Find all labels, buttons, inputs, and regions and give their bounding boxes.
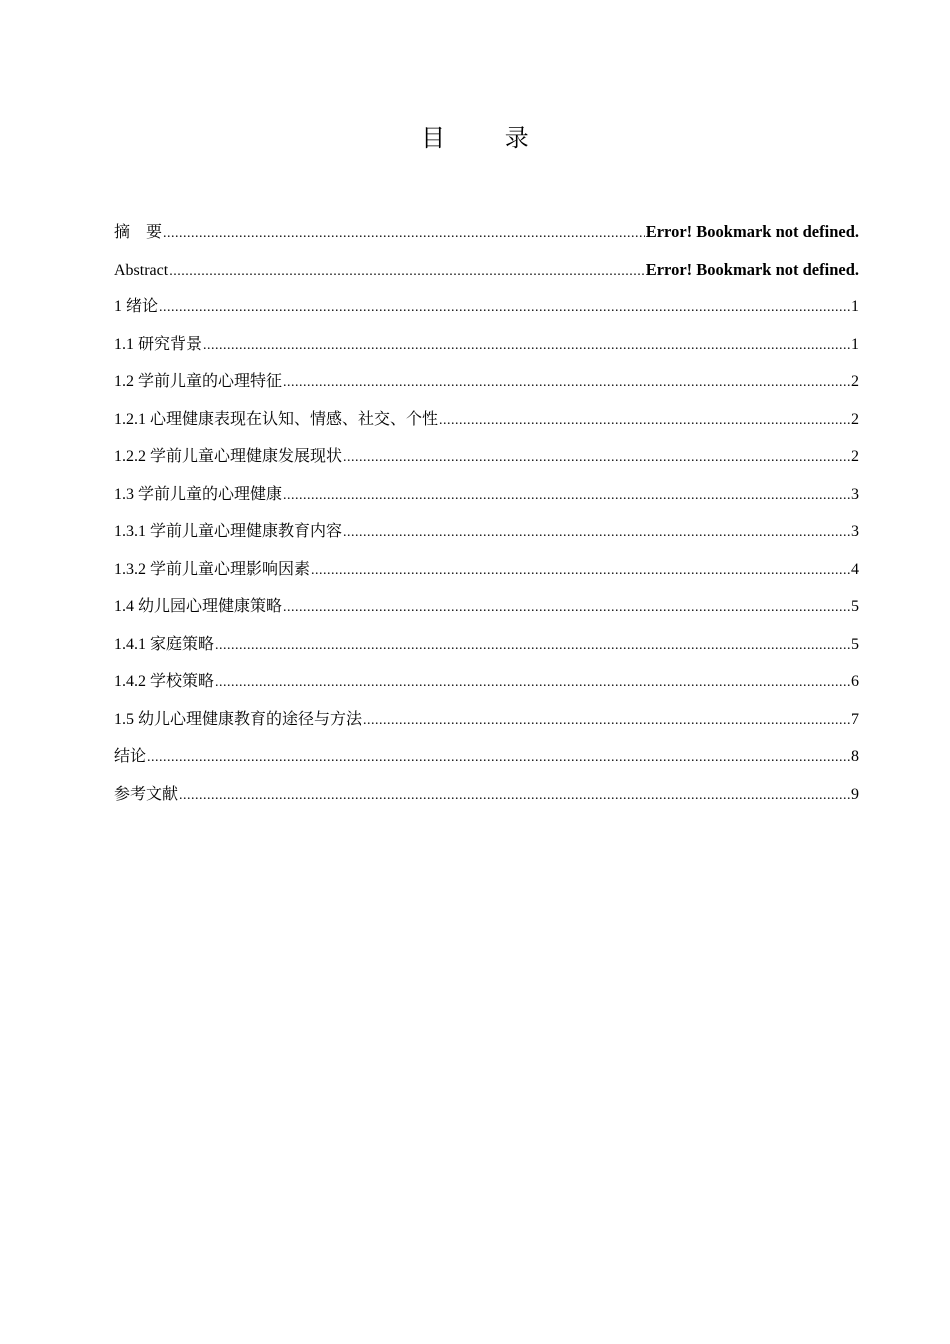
toc-dot-leader xyxy=(343,519,850,547)
toc-entry-page: 2 xyxy=(851,373,859,390)
toc-entry-page: 7 xyxy=(851,710,859,728)
toc-entry-label: 1.3 学前儿童的心理健康 xyxy=(114,485,283,503)
toc-entry-page: 6 xyxy=(851,673,859,690)
toc-entry-page: 5 xyxy=(851,635,859,653)
toc-dot-leader xyxy=(147,744,850,772)
toc-entry-label: 1.4 幼儿园心理健康策略 xyxy=(114,598,283,615)
toc-entry-1-2[interactable] xyxy=(114,368,859,406)
toc-entry-1[interactable] xyxy=(114,293,859,331)
page-title: 目 录 xyxy=(421,124,555,152)
toc-entry-page: 2 xyxy=(851,448,859,465)
toc-entry-page: 1 xyxy=(851,298,859,315)
toc-entry-1-4[interactable] xyxy=(114,593,859,631)
toc-entry-conclusion[interactable] xyxy=(114,743,859,781)
toc-entry-label: 参考文献 xyxy=(114,785,179,803)
toc-entry-page: 3 xyxy=(851,523,859,540)
toc-dot-leader xyxy=(363,707,850,735)
toc-entry-page: 9 xyxy=(851,785,859,803)
toc-entry-label: 结论 xyxy=(114,748,147,765)
toc-entry-label: 1.4.2 学校策略 xyxy=(114,673,215,690)
toc-entry-1-3-2[interactable] xyxy=(114,556,859,594)
toc-entry-1-2-2[interactable] xyxy=(114,443,859,481)
toc-entry-page: Error! Bookmark not defined. xyxy=(645,222,859,241)
toc-entry-page: 2 xyxy=(851,410,859,428)
toc-dot-leader xyxy=(203,332,850,360)
toc-entry-abstract-cn[interactable] xyxy=(114,218,859,256)
toc-entry-page: Error! Bookmark not defined. xyxy=(645,259,859,279)
toc-entry-1-1[interactable] xyxy=(114,331,859,369)
toc-entry-1-4-1[interactable] xyxy=(114,631,859,669)
toc-dot-leader xyxy=(215,669,850,697)
toc-dot-leader xyxy=(343,444,850,472)
toc-entry-label: Abstract xyxy=(114,261,169,279)
toc-dot-leader xyxy=(283,594,850,622)
toc-dot-leader xyxy=(283,482,850,510)
toc-entry-page: 1 xyxy=(851,335,859,353)
toc-entry-label: 1.2.1 心理健康表现在认知、情感、社交、个性 xyxy=(114,410,439,428)
toc-entry-references[interactable] xyxy=(114,781,859,819)
toc-dot-leader xyxy=(163,220,645,248)
toc-entry-page: 5 xyxy=(851,598,859,615)
toc-entry-1-3-1[interactable] xyxy=(114,518,859,556)
toc-entry-label: 1.2 学前儿童的心理特征 xyxy=(114,373,283,390)
toc-entry-label: 1.5 幼儿心理健康教育的途径与方法 xyxy=(114,710,363,728)
toc-entry-1-4-2[interactable] xyxy=(114,668,859,706)
toc-entry-abstract-en[interactable] xyxy=(114,256,859,294)
toc-entry-1-5[interactable] xyxy=(114,706,859,744)
toc-entry-1-3[interactable] xyxy=(114,481,859,519)
toc-entry-label: 1.3.2 学前儿童心理影响因素 xyxy=(114,560,311,578)
toc-entry-label: 摘 要 xyxy=(114,224,163,241)
toc-dot-leader xyxy=(215,632,850,660)
toc-entry-page: 4 xyxy=(851,560,859,578)
toc-entry-label: 1.4.1 家庭策略 xyxy=(114,635,215,653)
toc-entry-label: 1.1 研究背景 xyxy=(114,335,203,353)
toc-entry-page: 3 xyxy=(851,485,859,503)
toc-entry-label: 1.3.1 学前儿童心理健康教育内容 xyxy=(114,523,343,540)
table-of-contents xyxy=(114,218,859,818)
toc-entry-label: 1.2.2 学前儿童心理健康发展现状 xyxy=(114,448,343,465)
toc-dot-leader xyxy=(439,407,850,435)
toc-entry-label: 1 绪论 xyxy=(114,298,159,315)
toc-dot-leader xyxy=(179,782,850,810)
toc-entry-1-2-1[interactable] xyxy=(114,406,859,444)
toc-entry-page: 8 xyxy=(851,748,859,765)
toc-dot-leader xyxy=(169,258,645,286)
toc-dot-leader xyxy=(159,294,850,322)
toc-dot-leader xyxy=(311,557,850,585)
toc-dot-leader xyxy=(283,369,850,397)
